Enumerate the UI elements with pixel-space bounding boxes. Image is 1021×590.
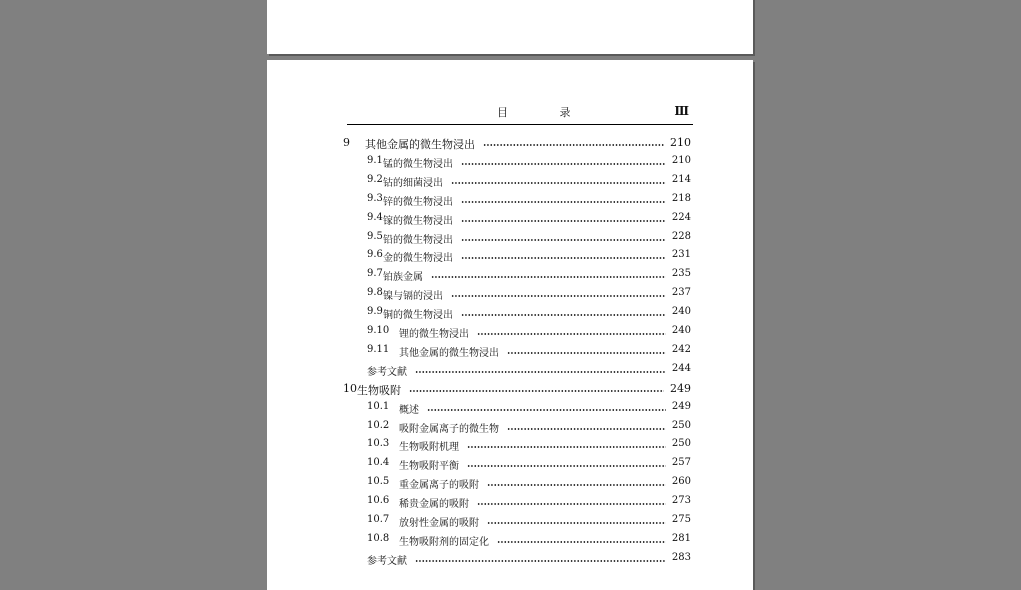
- toc-entry-leader: [507, 352, 666, 354]
- toc-entry-title: 其他金属的微生物浸出: [399, 347, 499, 359]
- toc-entry: [343, 436, 693, 454]
- toc-entry-number: 9.6: [367, 249, 383, 261]
- toc-entry-leader: [467, 465, 666, 467]
- toc-entry-number: 9.9: [367, 306, 383, 318]
- toc-entry-number: 10.1: [367, 400, 390, 412]
- toc-entry-title: 铜的微生物浸出: [383, 310, 453, 322]
- toc-entry-leader: [477, 503, 666, 505]
- toc-entry-leader: [415, 560, 666, 562]
- toc-entry-page: 242: [671, 343, 691, 355]
- toc-entry-title: 锂的微生物浸出: [399, 329, 469, 340]
- toc-entry-leader: [461, 220, 666, 222]
- toc-entry-page: 235: [671, 268, 691, 280]
- toc-entry-title: 稀贵金属的吸附: [399, 499, 469, 511]
- toc-entry-page: 257: [671, 457, 691, 469]
- toc-entry-leader: [461, 257, 666, 259]
- toc-entry-number: 10.4: [367, 457, 390, 469]
- toc-entry-leader: [461, 201, 666, 203]
- toc-entry-title: 吸附金属离子的微生物: [399, 423, 499, 435]
- toc-entry-page: 214: [671, 173, 691, 185]
- toc-entry-number: 10.7: [367, 514, 390, 525]
- toc-entry: [343, 380, 693, 398]
- toc-entry: [343, 229, 693, 247]
- toc-entry: [343, 172, 693, 190]
- toc-entry-page: 281: [671, 532, 691, 544]
- toc-entry-page: 244: [671, 362, 691, 374]
- toc-entry: [343, 247, 693, 265]
- toc-entry: [343, 418, 693, 436]
- toc-entry-number: 9: [343, 136, 350, 149]
- toc-entry: [343, 266, 693, 284]
- toc-entry: [343, 361, 693, 379]
- toc-entry: [343, 399, 693, 417]
- toc-entry-page: 240: [671, 306, 691, 318]
- toc-entry-title: 锌的微生物浸出: [383, 196, 453, 208]
- toc-entry-number: 9.2: [367, 173, 383, 185]
- toc-entry-leader: [451, 295, 666, 297]
- toc-entry-title: 生物吸附平衡: [399, 461, 459, 473]
- toc-entry-title: 金的微生物浸出: [383, 253, 453, 265]
- toc-entry: [343, 285, 693, 303]
- toc-entry-title: 重金属离子的吸附: [399, 480, 479, 492]
- toc-entry-page: 250: [671, 438, 691, 450]
- toc-entry-title: 铅的微生物浸出: [383, 234, 453, 246]
- toc-entry: [343, 342, 693, 360]
- toc-entry: [343, 531, 693, 549]
- toc-entry-title: 放射性金属的吸附: [399, 518, 479, 529]
- toc-entry-number: 10.6: [367, 495, 390, 507]
- toc-entry-title: 铂族金属: [383, 272, 423, 284]
- toc-entry-number: 9.5: [367, 230, 383, 242]
- toc-entry-title: 概述: [399, 404, 419, 416]
- toc-entry-leader: [477, 333, 666, 335]
- toc-entry: [343, 512, 693, 530]
- toc-entry: [343, 134, 693, 152]
- toc-entry-number: 10: [343, 381, 357, 395]
- toc-entry-page: 231: [671, 249, 691, 261]
- toc-entry-page: 275: [671, 514, 691, 525]
- toc-entry-number: 9.10: [367, 325, 390, 336]
- toc-entry-page: 250: [671, 419, 691, 431]
- toc-entry-title: 生物吸附: [357, 383, 401, 397]
- toc-entry: [343, 550, 693, 568]
- toc-entry: [343, 474, 693, 492]
- toc-entry-page: 260: [671, 476, 691, 488]
- toc-entry-page: 273: [671, 495, 691, 507]
- toc-entry-leader: [461, 314, 666, 316]
- toc-entry-page: 210: [670, 136, 691, 149]
- toc-entry-page: 249: [670, 381, 691, 395]
- toc-entry-number: 9.1: [367, 154, 383, 166]
- toc-entry-title: 参考文献: [367, 555, 407, 567]
- previous-page: [267, 0, 753, 54]
- toc-entry-number: 9.7: [367, 268, 383, 280]
- toc-entry-number: 9.4: [367, 211, 383, 223]
- toc-entry-title: 生物吸附剂的固定化: [399, 536, 489, 548]
- toc-entry-number: 10.2: [367, 419, 390, 431]
- running-head: [347, 104, 693, 125]
- toc-entry-leader: [487, 484, 666, 486]
- toc-entry-page: 224: [671, 211, 691, 223]
- toc-entry-page: 240: [671, 325, 691, 336]
- toc-entry: [343, 210, 693, 228]
- toc-entry-page: 283: [671, 551, 691, 563]
- toc-entry-page: 228: [671, 230, 691, 242]
- toc-entry-page: 210: [671, 154, 691, 166]
- toc-entry-title: 生物吸附机理: [399, 442, 459, 454]
- toc-entry-title: 钴的细菌浸出: [383, 177, 443, 189]
- toc-entry: [343, 191, 693, 209]
- toc-entry-leader: [497, 541, 666, 543]
- toc-entry: [343, 455, 693, 473]
- toc-entry-leader: [483, 144, 664, 146]
- toc-entry-leader: [467, 446, 666, 448]
- toc-entry-number: 9.8: [367, 287, 383, 299]
- toc-entry-number: 9.3: [367, 192, 383, 204]
- running-head-title: 目 录: [497, 106, 595, 119]
- toc-entry-leader: [487, 522, 666, 524]
- toc-entry-leader: [409, 390, 664, 392]
- toc-entry-title: 其他金属的微生物浸出: [365, 138, 475, 151]
- toc-entry-number: 10.8: [367, 532, 390, 544]
- toc-entry: [343, 493, 693, 511]
- toc-entry-leader: [451, 182, 666, 184]
- toc-entry: [343, 304, 693, 322]
- toc-entry-number: 9.11: [367, 343, 390, 355]
- toc-entry: [343, 153, 693, 171]
- toc-entry-title: 镍与镉的浸出: [383, 291, 443, 303]
- toc-entry-leader: [461, 239, 666, 241]
- toc-entry-leader: [427, 409, 666, 411]
- toc-entry-leader: [461, 163, 666, 165]
- toc-entry: [343, 323, 693, 341]
- toc-entry-page: 249: [671, 400, 691, 412]
- toc-entry-number: 10.3: [367, 438, 390, 450]
- toc-entry-leader: [415, 371, 666, 373]
- toc-entry-title: 锰的微生物浸出: [383, 158, 453, 170]
- toc-entry-page: 218: [671, 192, 691, 204]
- toc-entry-title: 参考文献: [367, 366, 407, 378]
- toc-entry-number: 10.5: [367, 476, 390, 488]
- toc-entry-title: 镓的微生物浸出: [383, 215, 453, 227]
- running-head-page-number: Ⅲ: [674, 104, 689, 118]
- toc-entry-leader: [507, 428, 666, 430]
- toc-entry-page: 237: [671, 287, 691, 299]
- toc-entry-leader: [431, 276, 666, 278]
- document-page: [267, 60, 753, 590]
